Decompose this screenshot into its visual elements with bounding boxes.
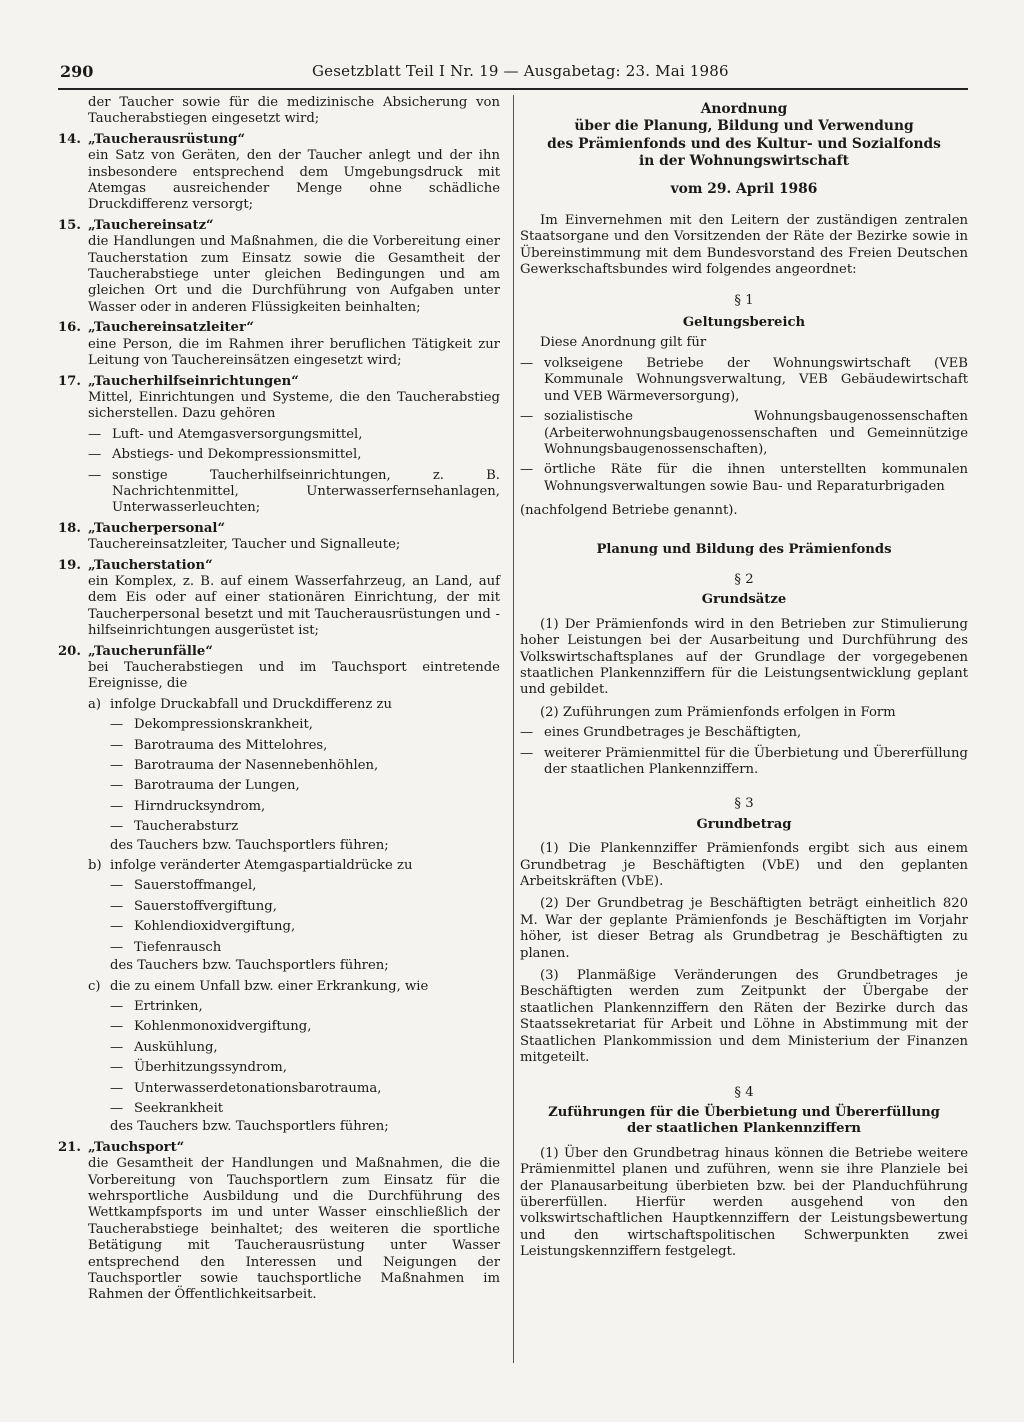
item-term: „Taucherpersonal“: [88, 520, 226, 536]
list-item: — sozialistische Wohnungsbaugenossenschaften (Arbeiterwohnungsbaugenossenschaften und Gemeinnützige Wohnungsbaugenossenschaften),: [520, 409, 968, 457]
right-column: [520, 95, 968, 1261]
section-3-para-2: (2) Der Grundbetrag je Beschäftigten beträgt einheitlich 820 M. War der geplante Prämienfonds je Beschäftigten im Vorjahr höher, ist dieser Betrag als Grundbetrag je Beschäftigten zu planen.: [520, 896, 968, 961]
list-item: — weiterer Prämienmittel für die Überbietung und Übererfüllung der staatlichen Plankennziffern.: [520, 745, 968, 777]
section-1-heading: Geltungsbereich: [682, 315, 806, 331]
list-item: — Dekompressionskrankheit,: [110, 717, 313, 733]
header-rule: [58, 88, 968, 90]
list-item: — Kohlenmonoxidvergiftung,: [110, 1019, 312, 1035]
list-item: — Kohlendioxidvergiftung,: [110, 919, 296, 935]
list-item: — Barotrauma des Mittelohres,: [110, 737, 328, 753]
list-item: — Sauerstoffmangel,: [110, 878, 257, 894]
dash-list: [110, 717, 500, 835]
item-text: Mittel, Einrichtungen und Systeme, die den Taucherabstieg sicherstellen. Dazu gehören: [88, 389, 500, 422]
dash-list: [110, 878, 500, 956]
list-item: — Barotrauma der Nasennebenhöhlen,: [110, 758, 379, 774]
intro-paragraph: der Taucher sowie für die medizinische Absicherung von Taucherabstiegen eingesetzt wird;: [88, 95, 500, 127]
item-text: Tauchereinsatzleiter, Taucher und Signalleute;: [88, 537, 401, 553]
section-1-number: § 1: [734, 292, 754, 308]
list-item: — Hirndrucksyndrom,: [110, 798, 266, 814]
list-item: — Unterwasserdetonationsbarotrauma,: [110, 1080, 382, 1096]
item-number: 15.: [58, 217, 81, 233]
definition-17: [58, 374, 500, 517]
item-text: eine Person, die im Rahmen ihrer beruflichen Tätigkeit zur Leitung von Tauchereinsätzen eingesetzt wird;: [88, 336, 500, 369]
item-text: ein Satz von Geräten, den der Taucher anlegt und der ihn insbesondere entsprechend dem Umgebungsdruck mit Atemgas ausreichender Menge ohne schädliche Druckdifferenz versorgt;: [88, 148, 500, 213]
item-term: „Taucherhilfseinrichtungen“: [88, 373, 299, 389]
item-term: „Tauchsport“: [88, 1139, 185, 1155]
column-divider: [513, 95, 514, 1363]
list-item: — sonstige Taucherhilfseinrichtungen, z. B. Nachrichtenmittel, Unterwasserfernsehanlagen, Unterwasserleuchten;: [88, 467, 500, 516]
list-item: — eines Grundbetrages je Beschäftigten,: [520, 725, 802, 741]
item-number: 19.: [58, 557, 81, 573]
section-3-para-3: (3) Planmäßige Veränderungen des Grundbetrages je Beschäftigten werden zum Zeitpunkt der Übergabe der staatlichen Plankennziffern den Räten der Bezirke durch das Staatssekretariat für Arbeit und Löhne in Abstimmung mit der Staatlichen Plankommission und dem Ministerium der Finanzen mitgeteilt.: [520, 968, 968, 1066]
list-item: — Seekrankheit: [110, 1100, 224, 1116]
left-column: [58, 95, 500, 1304]
item-term: „Tauchereinsatz“: [88, 217, 214, 233]
item-number: 21.: [58, 1139, 81, 1155]
section-4-para-1: (1) Über den Grundbetrag hinaus können die Betriebe weitere Prämienmittel planen und zuführen, wenn sie ihre Planziele bei der Planausarbeitung überbieten bzw. bei der Planduchführung übererfüllen. Hierfür werden ausgehend von den volkswirtschaftlichen Hauptkennziffern der Leistungsbewertung und den wirtschaftspolitischen Schwerpunkten zwei Leistungskennziffern festgelegt.: [520, 1145, 968, 1260]
dash-list: [520, 725, 968, 778]
part-heading: Planung und Bildung des Prämienfonds: [596, 541, 892, 557]
section-1-closing: (nachfolgend Betriebe genannt).: [520, 503, 738, 519]
section-2-para-2: (2) Zuführungen zum Prämienfonds erfolgen in Form: [540, 704, 896, 720]
definition-20: [58, 644, 500, 1136]
list-item: — Luft- und Atemgasversorgungsmittel,: [88, 426, 363, 442]
section-3-heading: Grundbetrag: [696, 816, 792, 832]
list-item: — örtliche Räte für die ihnen unterstellten kommunalen Wohnungsverwaltungen sowie Bau- und Reparaturbrigaden: [520, 462, 968, 494]
definition-14: [58, 132, 500, 214]
section-2-number: § 2: [734, 571, 754, 587]
section-4-number: § 4: [734, 1084, 754, 1100]
list-item: — Tiefenrausch: [110, 939, 222, 955]
sub-item-b: b) infolge veränderter Atemgaspartialdrücke zu — Sauerstoffmangel, — Sauerstoffvergiftung, — Kohlendioxidvergiftung, — Tiefenrausch: [88, 858, 500, 956]
definition-19: [58, 558, 500, 640]
list-item: — Barotrauma der Lungen,: [110, 778, 300, 794]
section-2-heading: Grundsätze: [701, 592, 787, 608]
closing-line: des Tauchers bzw. Tauchsportlers führen;: [110, 837, 389, 853]
section-3-number: § 3: [734, 796, 754, 812]
item-number: 20.: [58, 643, 81, 659]
item-text: ein Komplex, z. B. auf einem Wasserfahrzeug, an Land, auf dem Eis oder auf einer stationären Einrichtung, der mit Taucherpersonal besetzt und mit Taucherausrüstungen und -hilfseinrichtungen ausgerüstet ist;: [88, 573, 500, 639]
dash-list: [88, 427, 500, 517]
list-item: — Ertrinken,: [110, 998, 203, 1014]
page-number: 290: [60, 62, 94, 81]
item-number: 14.: [58, 131, 81, 147]
list-item: — Überhitzungssyndrom,: [110, 1060, 287, 1076]
definition-21: [58, 1140, 500, 1304]
list-item: — Sauerstoffvergiftung,: [110, 898, 277, 914]
sub-item-a: a) infolge Druckabfall und Druckdifferenz zu — Dekompressionskrankheit, — Barotrauma des Mittelohres, — Barotrauma der Nasennebenhöhlen, — Barotrauma der Lungen, — Hirndrucksyndrom, — Taucherabsturz: [88, 697, 500, 836]
section-3-para-1: (1) Die Plankennziffer Prämienfonds ergibt sich aus einem Grundbetrag je Beschäftigten (VbE) und den geplanten Arbeitskräften (VbE).: [520, 841, 968, 890]
list-item: — Taucherabsturz: [110, 819, 239, 835]
definition-18: [58, 521, 500, 554]
definition-15: [58, 218, 500, 316]
section-4-heading: Zuführungen für die Überbietung und Übererfüllung der staatlichen Plankennziffern: [548, 1104, 940, 1137]
section-2-para-1: (1) Der Prämienfonds wird in den Betrieben zur Stimulierung hoher Leistungen bei der Ausarbeitung und Durchführung des Volkswirtschaftsplanes auf der Grundlage der vorgegebenen staatlichen Plankennziffern für die Leistungsentwicklung geplant und gebildet.: [520, 616, 968, 698]
item-number: 16.: [58, 320, 81, 336]
item-number: 18.: [58, 520, 81, 536]
section-1-intro: Diese Anordnung gilt für: [540, 335, 707, 351]
definition-16: [58, 320, 500, 369]
list-item: — volkseigene Betriebe der Wohnungswirtschaft (VEB Kommunale Wohnungsverwaltung, VEB Gebäudewirtschaft und VEB Wärmeversorgung),: [520, 355, 968, 404]
item-term: „Taucherausrüstung“: [88, 131, 246, 147]
dash-list: [520, 356, 968, 495]
sub-item-c: c) die zu einem Unfall bzw. einer Erkrankung, wie — Ertrinken, — Kohlenmonoxidvergiftung, — Auskühlung, — Überhitzungssyndrom, — Unterwasserdetonationsbarotrauma, — Seekrankheit: [88, 979, 500, 1118]
preamble: Im Einvernehmen mit den Leitern der zuständigen zentralen Staatsorgane und den Vorsitzenden der Räte der Bezirke sowie in Übereinstimmung mit dem Bundesvorstand des Freien Deutschen Gewerkschaftsbundes wird folgendes angeordnet:: [520, 213, 968, 278]
list-item: — Abstiegs- und Dekompressionsmittel,: [88, 447, 362, 463]
item-text: bei Taucherabstiegen und im Tauchsport eintretende Ereignisse, die: [88, 660, 500, 692]
item-term: „Taucherunfälle“: [88, 643, 213, 659]
closing-line: des Tauchers bzw. Tauchsportlers führen;: [110, 958, 389, 974]
item-term: „Taucherstation“: [88, 557, 213, 573]
running-head: Gesetzblatt Teil I Nr. 19 — Ausgabetag: 23. Mai 1986: [312, 62, 729, 80]
ordinance-title: Anordnung über die Planung, Bildung und Verwendung des Prämienfonds und des Kultur- und Sozialfonds in der Wohnungswirtschaft: [547, 101, 941, 170]
dash-list: [110, 999, 500, 1117]
item-number: 17.: [58, 373, 81, 389]
item-text: die Gesamtheit der Handlungen und Maßnahmen, die die Vorbereitung von Tauchsportlern zum Einsatz für die wehrsportliche Ausbildung und die Durchführung des Wettkampfsports im und unter Wasser einschließlich der Taucherabstiege beinhaltet; des weiteren die sportliche Betätigung mit Taucherausrüstung unter Wasser entsprechend den Interessen und Neigungen der Tauchsportler sowie tauchsportliche Maßnahmen im Rahmen der Öffentlichkeitsarbeit.: [88, 1156, 500, 1303]
closing-line: des Tauchers bzw. Tauchsportlers führen;: [110, 1119, 389, 1135]
item-term: „Tauchereinsatzleiter“: [88, 320, 254, 336]
ordinance-date: vom 29. April 1986: [670, 180, 818, 197]
item-text: die Handlungen und Maßnahmen, die die Vorbereitung einer Taucherstation zum Einsatz sowie die Gesamtheit der Taucherabstiege unter gleichen Bedingungen und am gleichen Ort und die Durchführung von Aufgaben unter Wasser oder in anderen Flüssigkeiten beinhalten;: [88, 234, 500, 315]
list-item: — Auskühlung,: [110, 1039, 218, 1055]
